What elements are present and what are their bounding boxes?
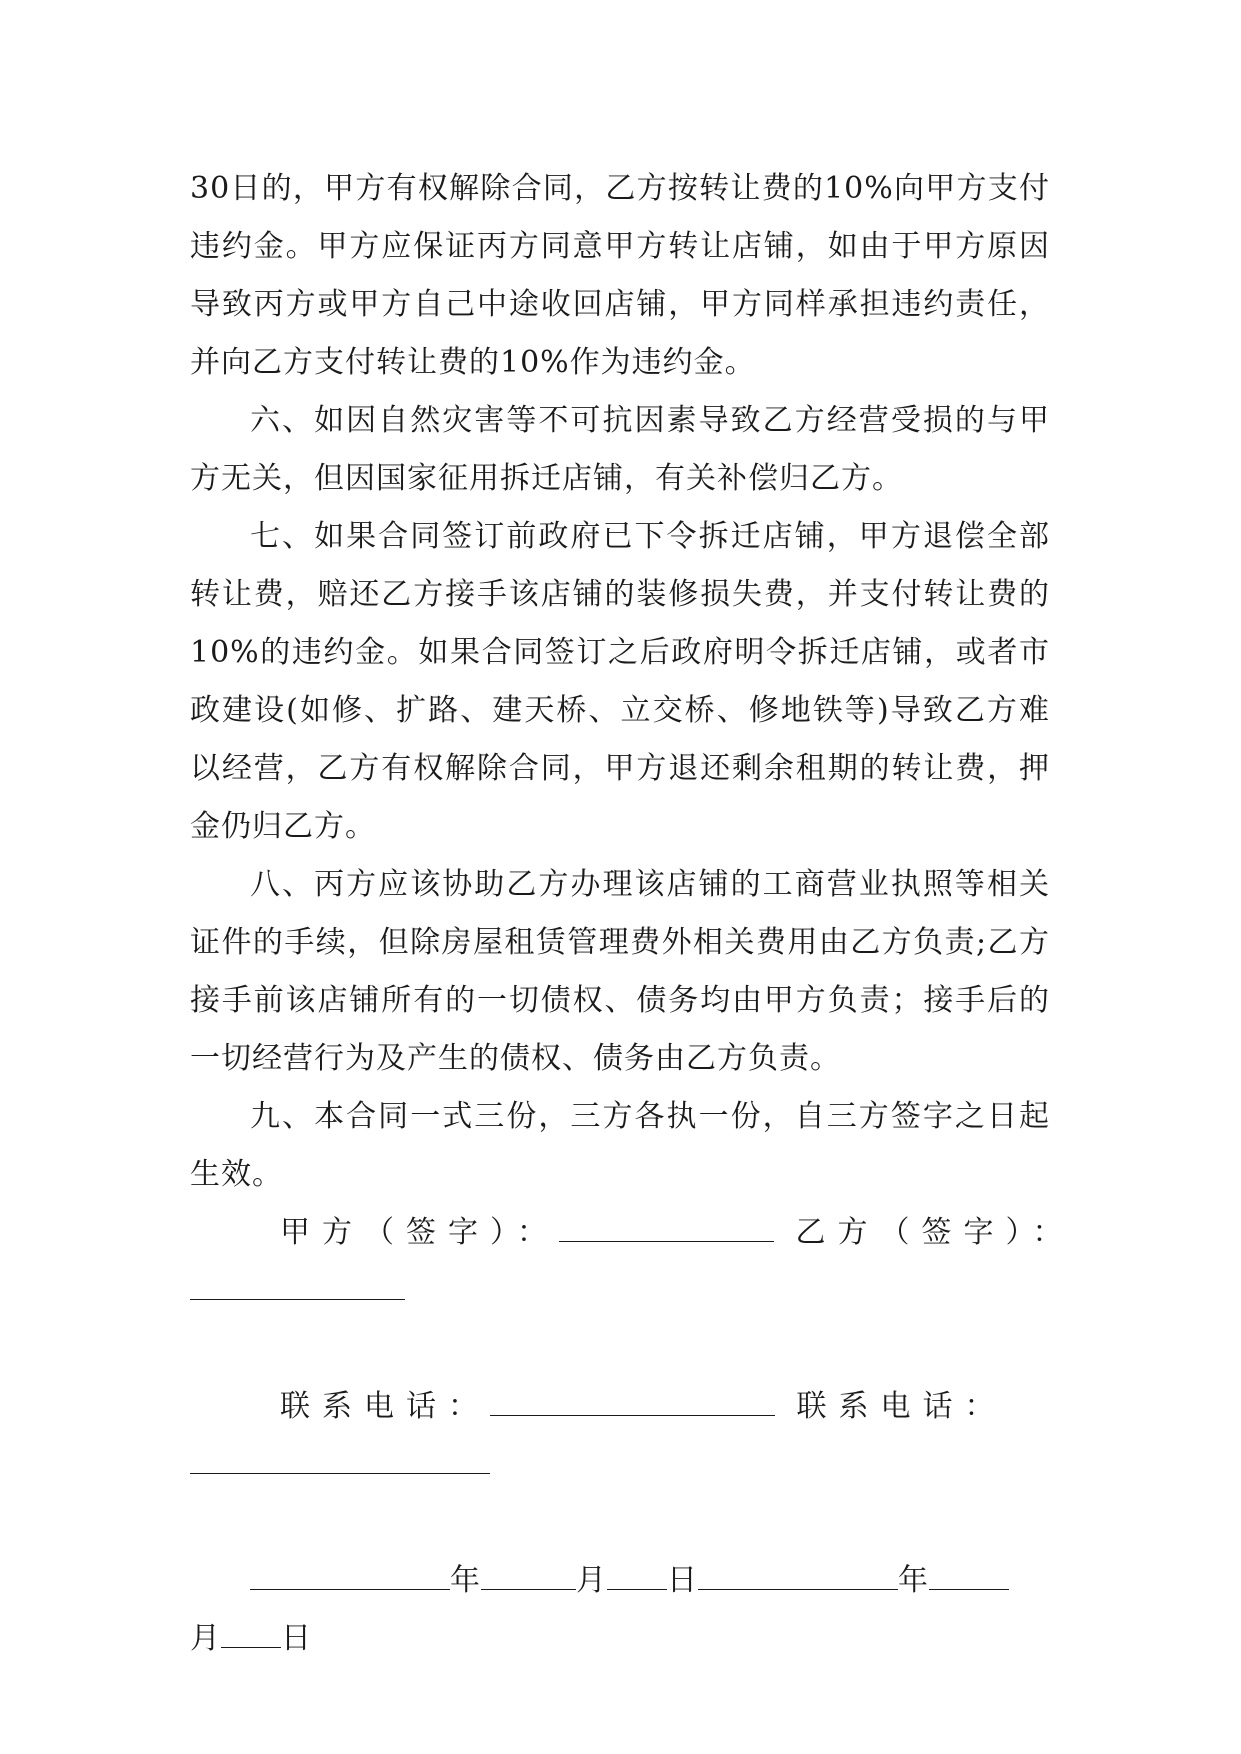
- signature-row: [190, 1204, 1075, 1262]
- date-row-wrap: [190, 1610, 1050, 1668]
- date-b-month-blank: [929, 1559, 1009, 1590]
- date-a-month-blank: [481, 1559, 576, 1590]
- date-a-month-label: 月: [576, 1563, 607, 1598]
- phone-row-wrap: [190, 1436, 1050, 1494]
- clause-7: 七、如果合同签订前政府已下令拆迁店铺，甲方退偿全部转让费，赔还乙方接手该店铺的装修损失费，并支付转让费的10%的违约金。如果合同签订之后政府明令拆迁店铺，或者市政建设(如修、扩路、建天桥、立交桥、修地铁等)导致乙方难以经营，乙方有权解除合同，甲方退还剩余租期的转让费，押金仍归乙方。: [190, 519, 1050, 844]
- signature-row-wrap: [190, 1262, 1050, 1320]
- date-a-year-blank: [250, 1559, 450, 1590]
- phone-b-label: 联系电话：: [796, 1389, 1007, 1424]
- date-b-day-label: 日: [281, 1621, 312, 1656]
- party-b-sign-label: 乙方（签字）：: [795, 1215, 1075, 1250]
- clause-9: 九、本合同一式三份，三方各执一份，自三方签字之日起生效。: [190, 1099, 1050, 1192]
- date-b-year-label: 年: [898, 1563, 929, 1598]
- clause-8: 八、丙方应该协助乙方办理该店铺的工商营业执照等相关证件的手续，但除房屋租赁管理费外相关费用由乙方负责;乙方接手前该店铺所有的一切债权、债务均由甲方负责；接手后的一切经营行为及产生的债权、债务由乙方负责。: [190, 867, 1050, 1076]
- phone-a-blank: [490, 1385, 775, 1416]
- clause-6: 六、如因自然灾害等不可抗因素导致乙方经营受损的与甲方无关，但因国家征用拆迁店铺，有关补偿归乙方。: [190, 403, 1050, 496]
- phone-row: [190, 1378, 1050, 1436]
- date-b-year-blank: [698, 1559, 898, 1590]
- party-a-sign-blank: [559, 1211, 774, 1242]
- date-a-year-label: 年: [450, 1563, 481, 1598]
- party-a-sign-label: 甲方（签字）：: [280, 1215, 559, 1250]
- date-b-month-label: 月: [190, 1621, 221, 1656]
- party-b-sign-blank: [190, 1269, 405, 1300]
- phone-b-blank: [190, 1443, 490, 1474]
- date-b-day-blank: [221, 1617, 281, 1648]
- date-a-day-label: 日: [667, 1563, 698, 1598]
- paragraph-continuation: 30日的，甲方有权解除合同，乙方按转让费的10%向甲方支付违约金。甲方应保证丙方同意甲方转让店铺，如由于甲方原因导致丙方或甲方自己中途收回店铺，甲方同样承担违约责任，并向乙方支付转让费的10%作为违约金。: [190, 171, 1050, 380]
- date-a-day-blank: [607, 1559, 667, 1590]
- contract-body: [190, 160, 1075, 1668]
- phone-a-label: 联系电话：: [280, 1389, 490, 1424]
- date-row: [190, 1552, 1050, 1610]
